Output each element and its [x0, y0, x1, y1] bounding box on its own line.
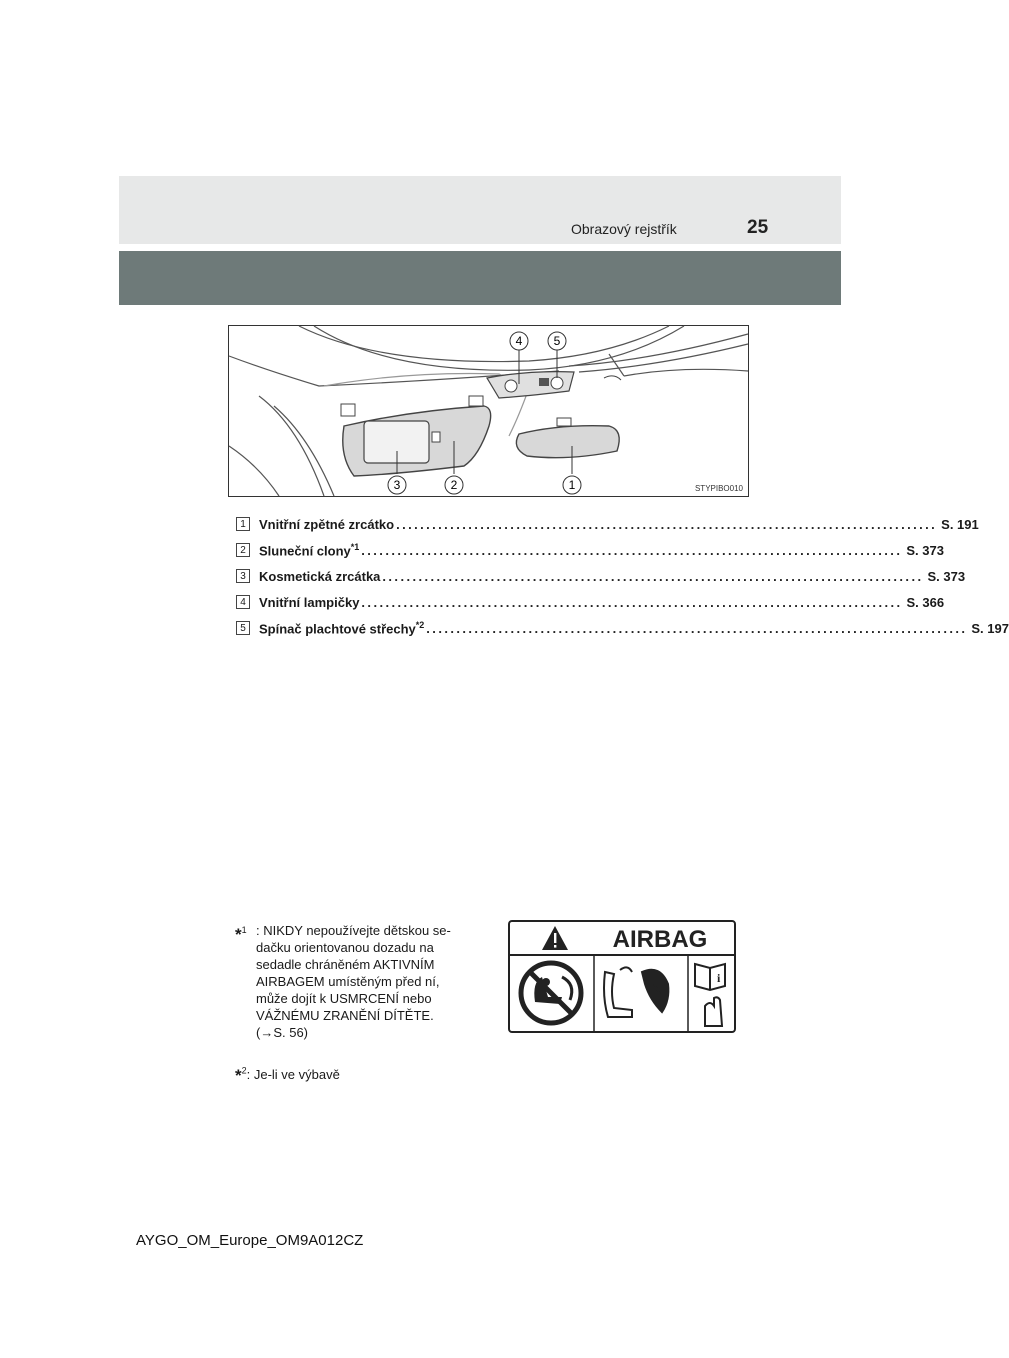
legend-item[interactable]: [236, 589, 945, 615]
no-rear-facing-seat-icon: [521, 963, 581, 1023]
airbag-title: AIRBAG: [612, 926, 708, 953]
legend-page-ref[interactable]: S. 197: [971, 620, 1009, 636]
document-code: AYGO_OM_Europe_OM9A012CZ: [136, 1232, 364, 1249]
legend-page-ref[interactable]: S. 373: [906, 542, 944, 558]
seat-airbag-icon: [604, 967, 668, 1017]
legend-label: Spínač plachtové střechy$^{*2}$: [259, 619, 425, 637]
footnote-line: VÁŽNÉMU ZRANĚNÍ DÍTĚTE.: [256, 1008, 434, 1023]
callout-3-label: 3: [393, 478, 401, 492]
footnote-1: [235, 922, 503, 1041]
footnote-marker: *$^1$: [235, 925, 247, 945]
page-number: 25: [747, 217, 769, 238]
legend-number: 2: [236, 543, 250, 557]
footnote-text: [256, 922, 503, 1041]
legend-item[interactable]: [236, 615, 1009, 641]
footnote-line: může dojít k USMRCENÍ nebo: [256, 991, 432, 1006]
legend-page-ref[interactable]: S. 366: [906, 594, 945, 610]
legend-item[interactable]: [236, 511, 979, 537]
legend-label: Kosmetická zrcátka: [259, 568, 381, 584]
footnote-line: sedadle chráněném AKTIVNÍM: [256, 957, 435, 972]
legend-label: Sluneční clony$^{*1}$: [259, 541, 360, 559]
leader-dots: ..........................................................................................: [382, 568, 924, 584]
callout-1-label: 1: [568, 478, 576, 492]
legend-item[interactable]: [236, 537, 944, 563]
footnote-text: : Je-li ve výbavě: [246, 1067, 340, 1082]
legend-page-ref[interactable]: S. 191: [941, 516, 979, 532]
callout-2-label: 2: [450, 478, 458, 492]
footnote-marker: *: [235, 1066, 242, 1085]
callout-5-label: 5: [553, 334, 561, 348]
svg-text:i: i: [717, 971, 721, 985]
ceiling-drawing: [229, 326, 748, 496]
footnote-line: AIRBAGEM umístěným před ní,: [256, 974, 440, 989]
legend-number: 3: [236, 569, 250, 583]
section-title: Obrazový rejstřík: [571, 221, 677, 237]
legend-number: 4: [236, 595, 250, 609]
leader-dots: ..........................................................................................: [426, 620, 968, 636]
airbag-warning-label: [508, 920, 736, 1033]
legend-label: Vnitřní zpětné zrcátko: [259, 516, 395, 532]
footnote-number: 2: [241, 1065, 247, 1076]
footnote-line: (→S. 56): [256, 1025, 309, 1040]
legend-list: [236, 511, 1009, 641]
footnote-line: dačku orientovanou dozadu na: [256, 940, 434, 955]
figure-code: STYPIBO010: [694, 484, 743, 493]
callout-4-label: 4: [515, 334, 523, 348]
airbag-label-graphic: [510, 922, 734, 1031]
header-band: [119, 251, 841, 305]
footnote-ref: *1: [350, 541, 360, 552]
legend-number: 5: [236, 621, 250, 635]
manual-icon: [695, 964, 725, 1026]
leader-dots: ..........................................................................................: [396, 516, 938, 532]
legend-label: Vnitřní lampičky: [259, 594, 360, 610]
rear-view-mirror-shape: [516, 426, 619, 458]
footnote-2: [235, 1064, 340, 1084]
footnote-ref: *2: [415, 619, 425, 630]
legend-page-ref[interactable]: S. 373: [927, 568, 966, 584]
leader-dots: ..........................................................................................: [361, 594, 903, 610]
legend-number: 1: [236, 517, 250, 531]
leader-dots: ..........................................................................................: [361, 542, 903, 558]
legend-item[interactable]: [236, 563, 966, 589]
footnote-line: : NIKDY nepoužívejte dětskou se-: [256, 923, 451, 938]
header-bar: [119, 176, 841, 244]
ceiling-illustration: [228, 325, 749, 497]
